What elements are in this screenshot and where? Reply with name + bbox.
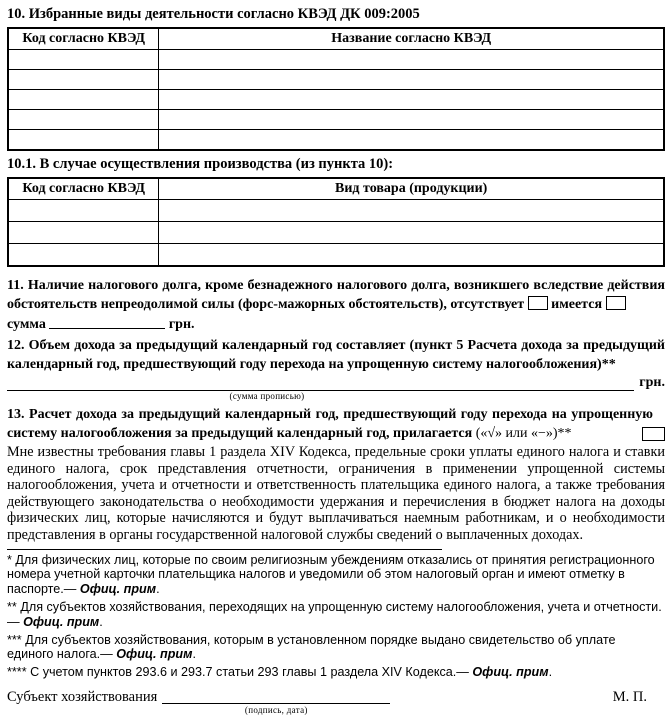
- footnote-2-note: Офиц. прим: [23, 614, 100, 629]
- declaration-paragraph: Мне известны требования главы 1 раздела XIV Кодекса, предельные сроки уплаты единого налога и ставки единого налога, срок представления отчетности, ограничения в применении упрощенной системы налогообложения, учета и отчетности и ответственность плательщика единого налога, а также требования действующего законодательства о необходимости удержания и перечисления в бюджет налога на доходы физических лиц, которые начисляются и будут выплачиваться наемным работникам, и о необходимости представления в органы государственной налоговой службы сведений о выплаченных доходах.: [7, 444, 665, 543]
- activity-name-cell[interactable]: [159, 70, 664, 90]
- signature-row: [7, 688, 665, 716]
- income-amount-hint: (сумма прописью): [229, 391, 305, 401]
- tax-debt-absent-checkbox[interactable]: [528, 296, 548, 310]
- footnote-4-period: .: [548, 665, 553, 680]
- footnote-3-text: Для субъектов хозяйствования, которым в установленном порядке выдано свидетельство об уплате единого налога.—: [7, 632, 616, 662]
- activities-table-row: [8, 90, 664, 110]
- production-code-cell[interactable]: [8, 200, 159, 222]
- activities-table-row: [8, 110, 664, 130]
- production-table-row: [8, 200, 664, 222]
- tax-debt-absent-label: отсутствует: [450, 297, 525, 312]
- footnote-3-period: .: [192, 647, 196, 662]
- footnote-2: [7, 600, 665, 630]
- footnote-2-marker: **: [7, 599, 17, 614]
- production-table: [7, 177, 665, 267]
- activity-name-cell[interactable]: [159, 50, 664, 70]
- section-11-text: 11. Наличие налогового долга, кроме безнадежного налогового долга, возникшего вследствие действия обстоятельств непреодолимой силы (форс-мажорных обстоятельств),: [7, 278, 665, 312]
- production-col-header-goods: Вид товара (продукции): [159, 178, 664, 200]
- activity-code-cell[interactable]: [8, 130, 159, 151]
- stamp-place-label: М. П.: [612, 688, 647, 705]
- section-13-text: 13. Расчет дохода за предыдущий календарный год, предшествующий году перехода на упрощенную систему налогообложения за предыдущий календарный год, прилагается: [7, 407, 653, 441]
- activities-col-header-code: Код согласно КВЭД: [8, 28, 159, 50]
- tax-debt-present-checkbox[interactable]: [606, 296, 626, 310]
- activities-table-row: [8, 70, 664, 90]
- footnote-separator: [7, 549, 442, 550]
- activities-table: [7, 27, 665, 151]
- activity-name-cell[interactable]: [159, 90, 664, 110]
- income-amount-row: [7, 374, 665, 391]
- footnote-4-marker: ****: [7, 665, 27, 680]
- activity-code-cell[interactable]: [8, 70, 159, 90]
- section-12-paragraph: 12. Объем дохода за предыдущий календарный год составляет (пункт 5 Расчета дохода за предыдущий календарный год, предшествующий году перехода на упрощенную систему налогообложения)**: [7, 338, 665, 372]
- footnote-3-marker: ***: [7, 632, 22, 647]
- footnote-1-note: Офиц. прим: [79, 582, 157, 597]
- footnote-1-period: .: [156, 582, 160, 597]
- section-10-heading: 10. Избранные виды деятельности согласно КВЭД ДК 009:2005: [7, 6, 420, 22]
- income-calc-attached-checkbox[interactable]: [642, 427, 665, 441]
- footnote-4: [7, 665, 665, 680]
- section-13-paragraph: [7, 405, 665, 443]
- production-table-header-row: [8, 178, 664, 200]
- production-code-cell[interactable]: [8, 244, 159, 267]
- footnote-2-text: Для субъектов хозяйствования, переходящих на упрощенную систему налогообложения, учета и отчетности.—: [7, 599, 662, 629]
- footnote-1-text: Для физических лиц, которые по своим религиозным убеждениям отказались от принятия регистрационного номера учетной карточки плательщика налогов и уведомили об этом налоговый орган и имеют отметку в паспорте.—: [7, 552, 655, 597]
- signature-hint: (подпись, дата): [244, 704, 308, 715]
- section-10-1-heading: 10.1. В случае осуществления производства (из пункта 10):: [7, 156, 394, 172]
- footnote-3-note: Офиц. прим: [116, 647, 193, 662]
- footnote-1-marker: *: [7, 552, 12, 567]
- activity-name-cell[interactable]: [159, 110, 664, 130]
- footnote-1: [7, 553, 665, 597]
- production-table-row: [8, 244, 664, 267]
- activity-code-cell[interactable]: [8, 110, 159, 130]
- activities-table-row: [8, 50, 664, 70]
- tax-debt-sum-input[interactable]: [49, 314, 165, 329]
- tax-debt-sum-row: [7, 314, 665, 334]
- production-code-cell[interactable]: [8, 222, 159, 244]
- production-goods-cell[interactable]: [159, 244, 664, 267]
- signature-block: [162, 688, 390, 716]
- income-currency-label: грн.: [639, 375, 665, 390]
- production-goods-cell[interactable]: [159, 200, 664, 222]
- activity-code-cell[interactable]: [8, 90, 159, 110]
- footnote-4-text: С учетом пунктов 293.6 и 293.7 статьи 293 главы 1 раздела XIV Кодекса.—: [30, 665, 469, 680]
- income-amount-input[interactable]: [7, 375, 634, 391]
- production-goods-cell[interactable]: [159, 222, 664, 244]
- section-11-paragraph: [7, 276, 665, 314]
- activities-col-header-name: Название согласно КВЭД: [159, 28, 664, 50]
- activity-name-cell[interactable]: [159, 130, 664, 151]
- production-col-header-code: Код согласно КВЭД: [8, 178, 159, 200]
- subject-label: Субъект хозяйствования: [7, 688, 158, 705]
- section-13-mark-options: («√» или «−»)**: [475, 426, 572, 441]
- tax-debt-currency-label: грн.: [168, 317, 195, 332]
- tax-debt-present-label: имеется: [551, 297, 603, 312]
- footnote-3: [7, 633, 665, 663]
- production-table-row: [8, 222, 664, 244]
- tax-debt-sum-label: сумма: [7, 317, 46, 332]
- activities-table-row: [8, 130, 664, 151]
- footnote-4-note: Офиц. прим: [472, 665, 549, 680]
- footnote-2-period: .: [99, 614, 103, 629]
- signature-input[interactable]: [162, 688, 390, 704]
- activity-code-cell[interactable]: [8, 50, 159, 70]
- activities-table-header-row: [8, 28, 664, 50]
